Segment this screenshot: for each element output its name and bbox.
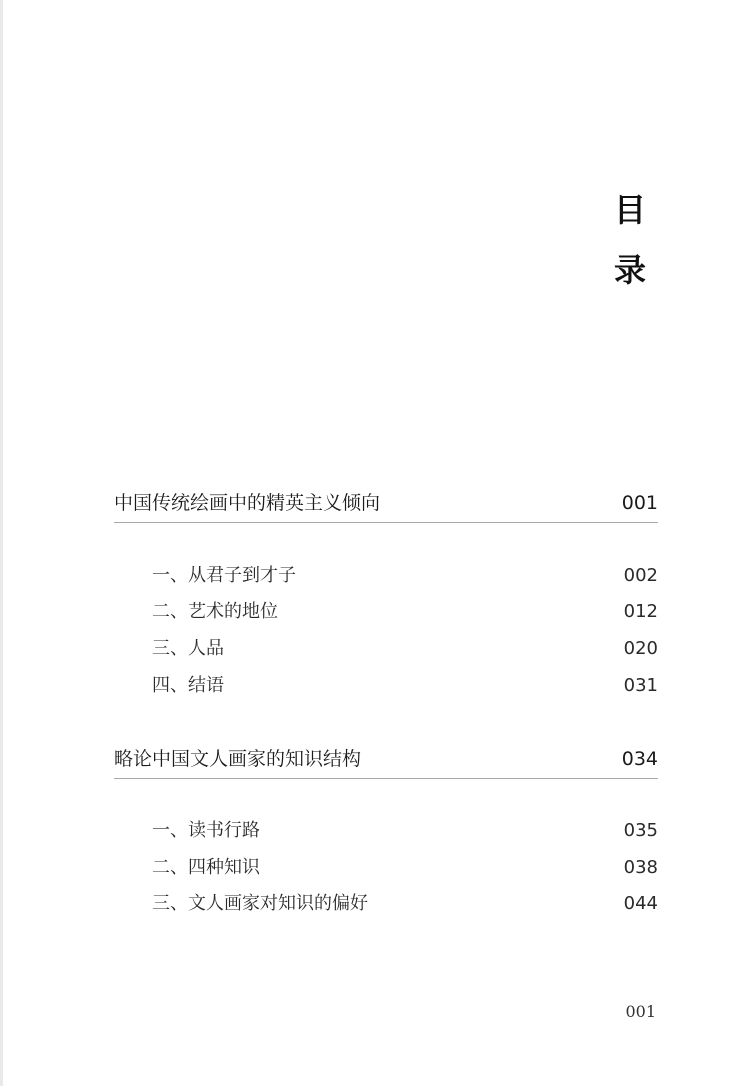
toc-entry[interactable]	[152, 563, 658, 589]
entry-page-number: 031	[623, 675, 658, 696]
toc-entry[interactable]	[152, 673, 658, 699]
entry-page-number: 044	[623, 893, 658, 914]
entry-title: 一、从君子到才子	[152, 565, 296, 586]
page-edge-shadow	[0, 0, 3, 1086]
page-folio-number: 001	[625, 1002, 656, 1021]
toc-entry[interactable]	[152, 599, 658, 625]
section-page-number: 001	[621, 492, 658, 514]
entry-title: 三、人品	[152, 638, 224, 659]
toc-entry[interactable]	[152, 855, 658, 881]
toc-entry[interactable]	[152, 891, 658, 917]
section-page-number: 034	[621, 748, 658, 770]
section-title: 略论中国文人画家的知识结构	[114, 748, 362, 770]
entry-page-number: 020	[623, 638, 658, 659]
entry-page-number: 035	[623, 820, 658, 841]
section-title: 中国传统绘画中的精英主义倾向	[114, 492, 381, 514]
toc-entry[interactable]	[152, 636, 658, 662]
toc-title	[612, 180, 648, 300]
toc-section-heading[interactable]	[114, 490, 658, 523]
entry-title: 一、读书行路	[152, 820, 260, 841]
entry-page-number: 012	[623, 601, 658, 622]
entry-title: 二、艺术的地位	[152, 601, 278, 622]
entry-title: 四、结语	[152, 675, 224, 696]
toc-section-heading[interactable]	[114, 746, 658, 779]
entry-title: 二、四种知识	[152, 857, 260, 878]
toc-entry[interactable]	[152, 818, 658, 844]
toc-title-char: 录	[613, 251, 646, 289]
entry-page-number: 002	[623, 565, 658, 586]
entry-title: 三、文人画家对知识的偏好	[152, 893, 368, 914]
entry-page-number: 038	[623, 857, 658, 878]
toc-title-char: 目	[613, 191, 646, 229]
